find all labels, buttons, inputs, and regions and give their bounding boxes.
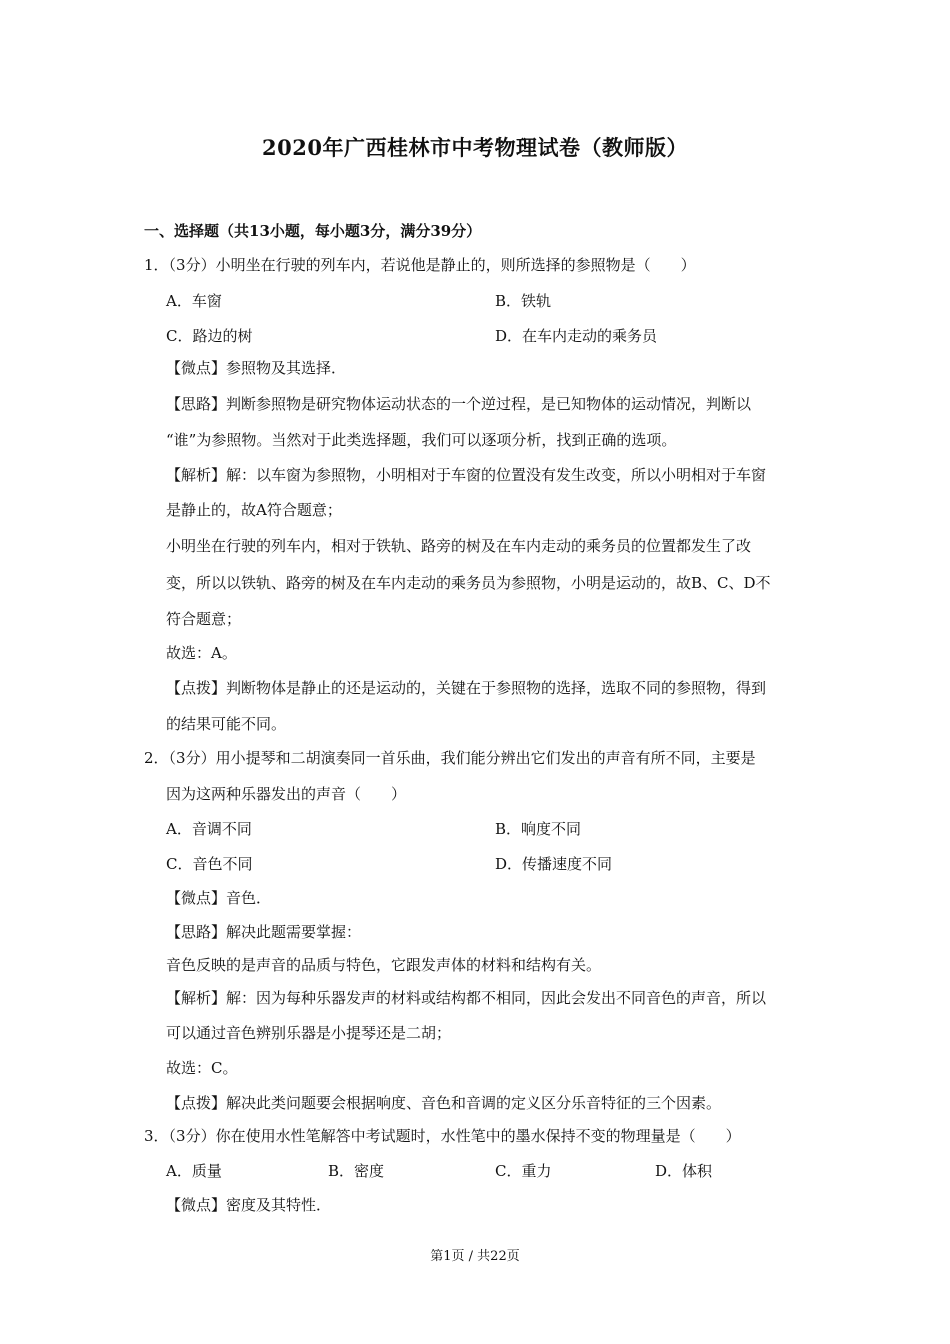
q3-option-d: D．体积 (655, 1162, 713, 1180)
q1-option-c: C．路边的树 (166, 327, 253, 345)
section-heading: 一、选择题（共13小题，每小题3分，满分39分） (144, 222, 482, 240)
q1-silu-line-2: “谁”为参照物。当然对于此类选择题，我们可以逐项分析，找到正确的选项。 (166, 431, 677, 449)
question-2-stem-line-2: 因为这两种乐器发出的声音（ ） (166, 785, 407, 803)
q1-jiexi-line-1: 【解析】解：以车窗为参照物，小明相对于车窗的位置没有发生改变，所以小明相对于车窗 (166, 466, 767, 484)
q3-option-c: C．重力 (495, 1162, 552, 1180)
q2-option-b: B．响度不同 (495, 820, 582, 838)
q2-jiexi-line-1: 【解析】解：因为每种乐器发声的材料或结构都不相同，因此会发出不同音色的声音，所以 (166, 989, 767, 1007)
q1-answer: 故选：A。 (166, 644, 237, 662)
q2-weidian: 【微点】音色． (166, 889, 272, 907)
question-3-stem: 3．（3分）你在使用水性笔解答中考试题时，水性笔中的墨水保持不变的物理量是（ ） (144, 1127, 741, 1145)
q1-option-a: A．车窗 (166, 292, 222, 310)
q1-dianbo-line-1: 【点拨】判断物体是静止的还是运动的，关键在于参照物的选择，选取不同的参照物，得到 (166, 679, 767, 697)
q2-option-a: A．音调不同 (166, 820, 252, 838)
q1-jiexi-line-2: 是静止的，故A符合题意； (166, 501, 342, 519)
q1-jiexi-line-5: 符合题意； (166, 610, 242, 628)
question-1-stem: 1．（3分）小明坐在行驶的列车内，若说他是静止的，则所选择的参照物是（ ） (144, 256, 696, 274)
q2-option-c: C．音色不同 (166, 855, 253, 873)
q2-silu-line-2: 音色反映的是声音的品质与特色，它跟发声体的材料和结构有关。 (166, 956, 602, 974)
q1-option-b: B．铁轨 (495, 292, 552, 310)
q1-dianbo-line-2: 的结果可能不同。 (166, 715, 287, 733)
q2-dianbo: 【点拨】解决此类问题要会根据响度、音色和音调的定义区分乐音特征的三个因素。 (166, 1094, 722, 1112)
question-2-stem-line-1: 2．（3分）用小提琴和二胡演奏同一首乐曲，我们能分辨出它们发出的声音有所不同，主要是 (144, 749, 756, 767)
q2-answer: 故选：C。 (166, 1059, 238, 1077)
q1-jiexi-line-3: 小明坐在行驶的列车内，相对于铁轨、路旁的树及在车内走动的乘务员的位置都发生了改 (166, 537, 752, 555)
q3-option-b: B．密度 (328, 1162, 385, 1180)
q2-jiexi-line-2: 可以通过音色辨别乐器是小提琴还是二胡； (166, 1024, 452, 1042)
q2-silu-line-1: 【思路】解决此题需要掌握： (166, 923, 362, 941)
q2-option-d: D．传播速度不同 (495, 855, 613, 873)
page-title: 2020年广西桂林市中考物理试卷（教师版） (262, 135, 688, 160)
q3-weidian: 【微点】密度及其特性． (166, 1196, 332, 1214)
q1-silu-line-1: 【思路】判断参照物是研究物体运动状态的一个逆过程，是已知物体的运动情况，判断以 (166, 395, 752, 413)
q3-option-a: A．质量 (166, 1162, 222, 1180)
page-footer: 第1页 / 共22页 (430, 1249, 520, 1264)
q1-jiexi-line-4: 变，所以以铁轨、路旁的树及在车内走动的乘务员为参照物，小明是运动的，故B、C、D不 (166, 574, 771, 592)
q1-option-d: D．在车内走动的乘务员 (495, 327, 658, 345)
q1-weidian: 【微点】参照物及其选择． (166, 359, 347, 377)
